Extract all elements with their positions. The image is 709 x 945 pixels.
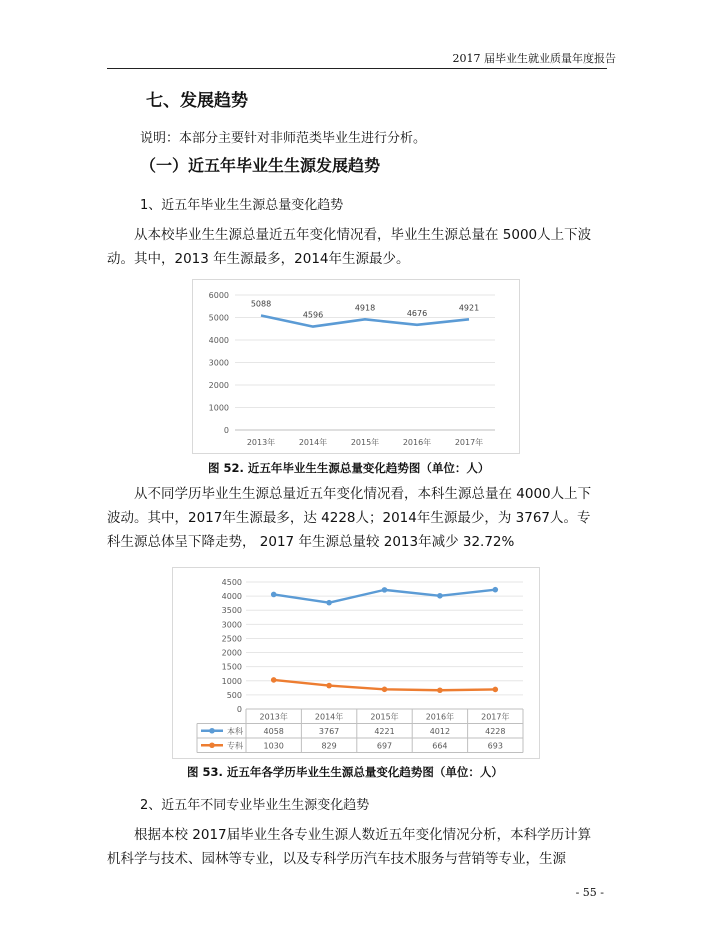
y-tick-label: 3000 xyxy=(221,620,242,630)
x-tick-label: 2016年 xyxy=(425,712,455,722)
y-tick-label: 2000 xyxy=(208,381,229,390)
data-label: 4596 xyxy=(302,310,324,320)
item-heading-1: 1、近五年毕业生生源总量变化趋势 xyxy=(140,198,344,213)
table-value: 1030 xyxy=(263,741,284,751)
y-tick-label: 500 xyxy=(226,690,242,700)
y-tick-label: 5000 xyxy=(208,313,229,323)
y-tick-label: 4500 xyxy=(221,578,242,587)
y-tick-label: 2000 xyxy=(221,648,242,658)
table-value: 829 xyxy=(321,741,337,751)
data-label: 4676 xyxy=(406,308,428,318)
data-point xyxy=(382,587,388,593)
y-tick-label: 1000 xyxy=(221,676,242,686)
figure-caption-53: 图 53. 近五年各学历毕业生生源总量变化趋势图（单位：人） xyxy=(187,765,503,779)
table-value: 3767 xyxy=(318,726,340,736)
paragraph-2: 从不同学历毕业生生源总量近五年变化情况看，本科生源总量在 4000人上下波动。其中，2017年生源最多，达 4228人；2014年生源最少，为 3767人。专科生源总体呈下降走势， 2017 年生源总量较 2013年减少 32.72% xyxy=(107,486,592,550)
section-title: 七、发展趋势 xyxy=(146,91,248,111)
x-tick-label: 2013年 xyxy=(259,712,288,722)
y-tick-label: 6000 xyxy=(208,291,229,300)
table-value: 4058 xyxy=(263,726,284,736)
x-tick-label: 2014年 xyxy=(314,712,344,722)
section-note: 说明：本部分主要针对非师范类毕业生进行分析。 xyxy=(140,131,427,146)
paragraph-3: 根据本校 2017届毕业生各专业生源人数近五年变化情况分析，本科学历计算机科学与技术、园林等专业，以及专科学历汽车技术服务与营销等专业，生源 xyxy=(107,827,592,867)
table-value: 697 xyxy=(376,741,393,751)
data-label: 5088 xyxy=(250,299,272,309)
chart-by-degree-svg xyxy=(173,568,539,758)
table-value: 4228 xyxy=(485,726,506,736)
y-tick-label: 4000 xyxy=(221,592,242,602)
data-point xyxy=(326,600,332,606)
paragraph-1: 从本校毕业生生源总量近五年变化情况看，毕业生生源总量在 5000人上下波动。其中，2013 年生源最多，2014年生源最少。 xyxy=(107,227,592,267)
chart-by-degree xyxy=(172,567,540,759)
data-point xyxy=(271,592,277,598)
chart-total xyxy=(192,279,520,454)
y-tick-label: 0 xyxy=(223,426,229,435)
x-tick-label: 2014年 xyxy=(298,438,328,447)
y-tick-label: 2500 xyxy=(221,634,242,644)
legend-label: 本科 xyxy=(227,726,243,736)
y-tick-label: 1500 xyxy=(221,662,242,672)
data-point xyxy=(437,593,443,599)
y-tick-label: 1000 xyxy=(208,403,229,413)
x-tick-label: 2017年 xyxy=(481,712,510,722)
x-tick-label: 2017年 xyxy=(454,438,484,447)
table-value: 4012 xyxy=(429,726,451,736)
y-tick-label: 3000 xyxy=(208,358,229,368)
table-value: 4221 xyxy=(374,726,395,736)
subsection-title: （一）近五年毕业生生源发展趋势 xyxy=(140,156,381,175)
y-tick-label: 3500 xyxy=(221,606,242,616)
header-title: 2017 届毕业生就业质量年度报告 xyxy=(452,52,616,65)
data-label: 4918 xyxy=(354,303,376,313)
data-point xyxy=(271,677,277,683)
x-tick-label: 2015年 xyxy=(370,712,399,722)
table-value: 664 xyxy=(432,741,448,751)
header-rule xyxy=(107,68,607,69)
data-point xyxy=(493,687,499,693)
x-tick-label: 2015年 xyxy=(350,438,380,447)
data-label: 4921 xyxy=(458,303,480,313)
data-point xyxy=(326,683,332,689)
item-heading-2: 2、近五年不同专业毕业生生源变化趋势 xyxy=(140,798,370,813)
data-point xyxy=(437,687,443,693)
x-tick-label: 2016年 xyxy=(402,438,432,447)
legend-label: 专科 xyxy=(227,741,243,751)
y-tick-label: 0 xyxy=(236,705,242,714)
data-point xyxy=(382,687,388,693)
figure-caption-52: 图 52. 近五年毕业生生源总量变化趋势图（单位：人） xyxy=(208,461,490,475)
chart-total-svg xyxy=(193,280,519,453)
data-point xyxy=(493,587,499,593)
table-value: 693 xyxy=(487,741,503,751)
legend-marker xyxy=(209,728,215,734)
y-tick-label: 4000 xyxy=(208,336,229,345)
page-number: - 55 - xyxy=(575,886,604,899)
x-tick-label: 2013年 xyxy=(246,438,276,447)
legend-marker xyxy=(209,742,215,748)
